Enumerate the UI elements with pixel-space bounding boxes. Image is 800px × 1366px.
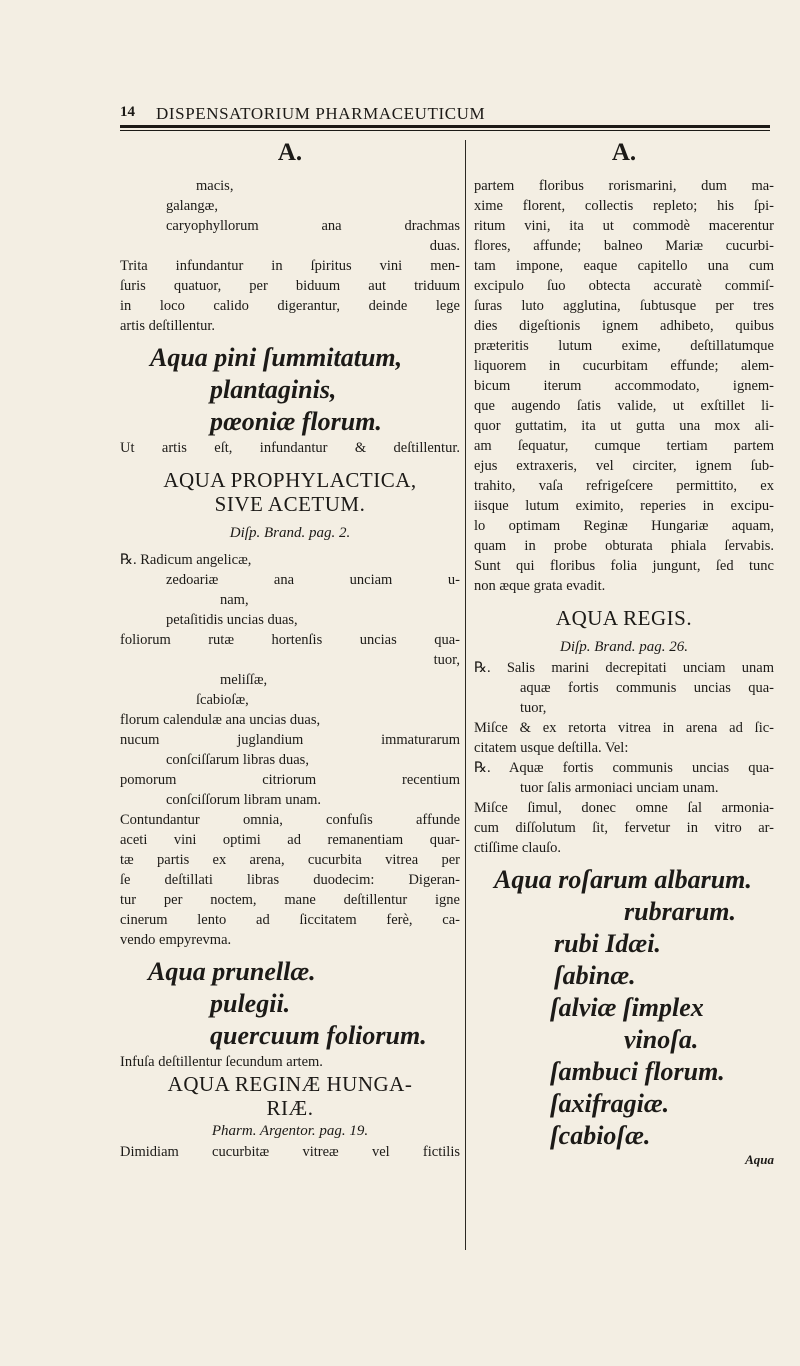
text-line: conſciſſorum libram unam.	[166, 792, 322, 808]
text-line: tur per noctem, mane deſtillentur igne	[120, 892, 460, 908]
text-line: conſciſſarum libras duas,	[166, 752, 309, 768]
recipe-heading: pulegii.	[210, 989, 291, 1018]
section-heading-line: SIVE ACETUM.	[214, 492, 366, 516]
text-line: duas.	[429, 238, 460, 254]
text-line: cinerum lento ad ſiccitatem ferè, ca-	[120, 912, 460, 928]
recipe-heading: Aqua roſarum albarum.	[494, 865, 752, 894]
text-line: citatem usque deſtilla. Vel:	[474, 740, 629, 756]
text-line: dies digeſtionis ignem adhibeto, quibus	[474, 318, 774, 334]
recipe-heading: plantaginis,	[210, 375, 337, 404]
page-number: 14	[120, 104, 135, 120]
recipe-heading: quercuum foliorum.	[210, 1021, 427, 1050]
catchword: Aqua	[745, 1152, 774, 1167]
text-line: cum diſſolutum ſit, fervetur in vitro ar-	[474, 820, 774, 836]
recipe-heading: ſaxifragiæ.	[550, 1089, 670, 1118]
left-column	[120, 138, 460, 1162]
right-column	[474, 138, 774, 1168]
text-line: Ut artis eſt, infundantur & deſtillentur.	[120, 440, 460, 456]
text-line: Trita infundantur in ſpiritus vini men-	[120, 258, 460, 274]
text-line: tæ partis ex arena, cucurbita vitrea per	[120, 852, 460, 868]
text-line: Contundantur omnia, confuſis affunde	[120, 812, 460, 828]
text-block	[474, 176, 774, 596]
text-line: bicum iterum accommodato, ignem-	[474, 378, 774, 394]
text-line: nam,	[220, 592, 249, 608]
text-line: ſe deſtillati libras duodecim: Digeran-	[120, 872, 460, 888]
text-line: macis,	[196, 178, 234, 194]
text-line: Sunt qui floribus folia jungunt, ſed tunc	[474, 558, 774, 574]
text-line: tuor,	[433, 652, 460, 668]
text-line: petaſitidis uncias duas,	[166, 612, 298, 628]
section-heading-line: AQUA REGINÆ HUNGA-	[167, 1072, 413, 1096]
text-line: aceti vini optimi ad remanentiam quar-	[120, 832, 460, 848]
text-line: ℞. Aquæ fortis communis uncias qua-	[474, 760, 774, 776]
text-line: xime florent, collectis repleto; his ſpi-	[474, 198, 774, 214]
recipe-heading: vinoſa.	[624, 1025, 699, 1054]
text-line: zedoariæ ana unciam u-	[166, 572, 460, 588]
recipe-text	[120, 550, 460, 950]
text-line: ctiſſime clauſo.	[474, 840, 561, 856]
text-line: meliſſæ,	[220, 672, 268, 688]
text-block	[120, 1142, 460, 1162]
text-line: pomorum citriorum recentium	[120, 772, 460, 788]
text-line: liquorem in cucurbitam effunde; alem-	[474, 358, 774, 374]
text-line: am ſequatur, cumque tertiam partem	[474, 438, 774, 454]
page-header	[120, 104, 770, 126]
source-reference: Diſp. Brand. pag. 2.	[229, 525, 351, 541]
recipe-heading: pœoniæ florum.	[210, 407, 382, 436]
source-reference: Diſp. Brand. pag. 26.	[560, 639, 688, 655]
text-line: florum calendulæ ana uncias duas,	[120, 712, 321, 728]
recipe-text	[474, 658, 774, 858]
text-line: que augendo ſatis valide, ut exſtillet li-	[474, 398, 774, 414]
text-line: ſcabioſæ,	[196, 692, 249, 708]
text-line: ritum vini, ita ut commodè macerentur	[474, 218, 774, 234]
recipe-heading: rubrarum.	[624, 897, 736, 926]
text-line: galangæ,	[166, 198, 218, 214]
text-line: ℞. Radicum angelicæ,	[120, 552, 252, 568]
recipe-heading: ſalviæ ſimplex	[550, 993, 704, 1022]
recipe-heading: Aqua pini ſummitatum,	[150, 343, 403, 372]
header-rule-thick	[120, 125, 770, 128]
section-letter: A.	[277, 139, 303, 166]
text-line: tuor,	[520, 700, 547, 716]
recipe-heading: ſabinæ.	[554, 961, 636, 990]
text-line: præteritis lutum exime, deſtillatumque	[474, 338, 774, 354]
text-line: Miſce & ex retorta vitrea in arena ad ſic-	[474, 720, 774, 736]
recipe-headings	[120, 342, 460, 438]
text-line: nucum juglandium immaturarum	[120, 732, 460, 748]
text-line: quam in probe obturata phiala ſervabis.	[474, 538, 774, 554]
section-heading-line: RIÆ.	[266, 1096, 314, 1120]
recipe-headings	[120, 956, 460, 1052]
section-heading-line: AQUA REGIS.	[555, 606, 693, 630]
text-line: aquæ fortis communis uncias qua-	[520, 680, 774, 696]
text-block	[120, 438, 460, 458]
text-line: ſuras luto agglutina, ſubtusque per tres	[474, 298, 774, 314]
text-line: partem floribus rorismarini, dum ma-	[474, 178, 774, 194]
column-divider	[465, 140, 466, 1250]
recipe-heading: rubi Idæi.	[554, 929, 661, 958]
text-block	[120, 1052, 460, 1072]
text-block	[120, 176, 460, 336]
text-line: caryophyllorum ana drachmas	[166, 218, 460, 234]
recipe-heading: Aqua prunellæ.	[148, 957, 316, 986]
text-line: ℞. Salis marini decrepitati unciam unam	[474, 660, 774, 676]
text-line: ejus extraxeris, vel circiter, ignem ſub-	[474, 458, 774, 474]
text-line: Infuſa deſtillentur ſecundum artem.	[120, 1054, 323, 1070]
text-line: iisque lutum eximito, reperies in excipu-	[474, 498, 774, 514]
section-heading	[474, 606, 774, 630]
text-line: tuor ſalis armoniaci unciam unam.	[520, 780, 719, 796]
text-line: ſuris quatuor, per biduum aut triduum	[120, 278, 460, 294]
text-line: flores, affunde; balneo Mariæ cucurbi-	[474, 238, 774, 254]
text-line: trahito, vaſa refrigeſcere permittito, ex	[474, 478, 774, 494]
recipe-heading: ſambuci florum.	[550, 1057, 725, 1086]
section-heading	[120, 1072, 460, 1120]
text-line: excipulo ſuo obtecta accuratè commiſ-	[474, 278, 774, 294]
text-line: artis deſtillentur.	[120, 318, 216, 334]
text-line: quor guttatim, ita ut gutta una mox ali-	[474, 418, 774, 434]
text-line: in loco calido digerantur, deinde lege	[120, 298, 460, 314]
text-line: non æque grata evadit.	[474, 578, 606, 594]
text-line: vendo empyrevma.	[120, 932, 232, 948]
text-line: Dimidiam cucurbitæ vitreæ vel fictilis	[120, 1144, 460, 1160]
section-heading	[120, 468, 460, 516]
source-reference: Pharm. Argentor. pag. 19.	[211, 1123, 369, 1139]
running-head: DISPENSATORIUM PHARMACEUTICUM	[156, 104, 486, 123]
text-line: lo optimam Reginæ Hungariæ aquam,	[474, 518, 774, 534]
text-line: foliorum rutæ hortenſis uncias qua-	[120, 632, 460, 648]
recipe-heading: ſcabioſæ.	[550, 1121, 651, 1150]
section-heading-line: AQUA PROPHYLACTICA,	[163, 468, 417, 492]
header-rule-thin	[120, 130, 770, 131]
section-letter: A.	[611, 139, 637, 166]
text-line: Miſce ſimul, donec omne ſal armonia-	[474, 800, 774, 816]
recipe-headings	[474, 864, 774, 1152]
text-line: tam impone, eaque capitello una cum	[474, 258, 774, 274]
